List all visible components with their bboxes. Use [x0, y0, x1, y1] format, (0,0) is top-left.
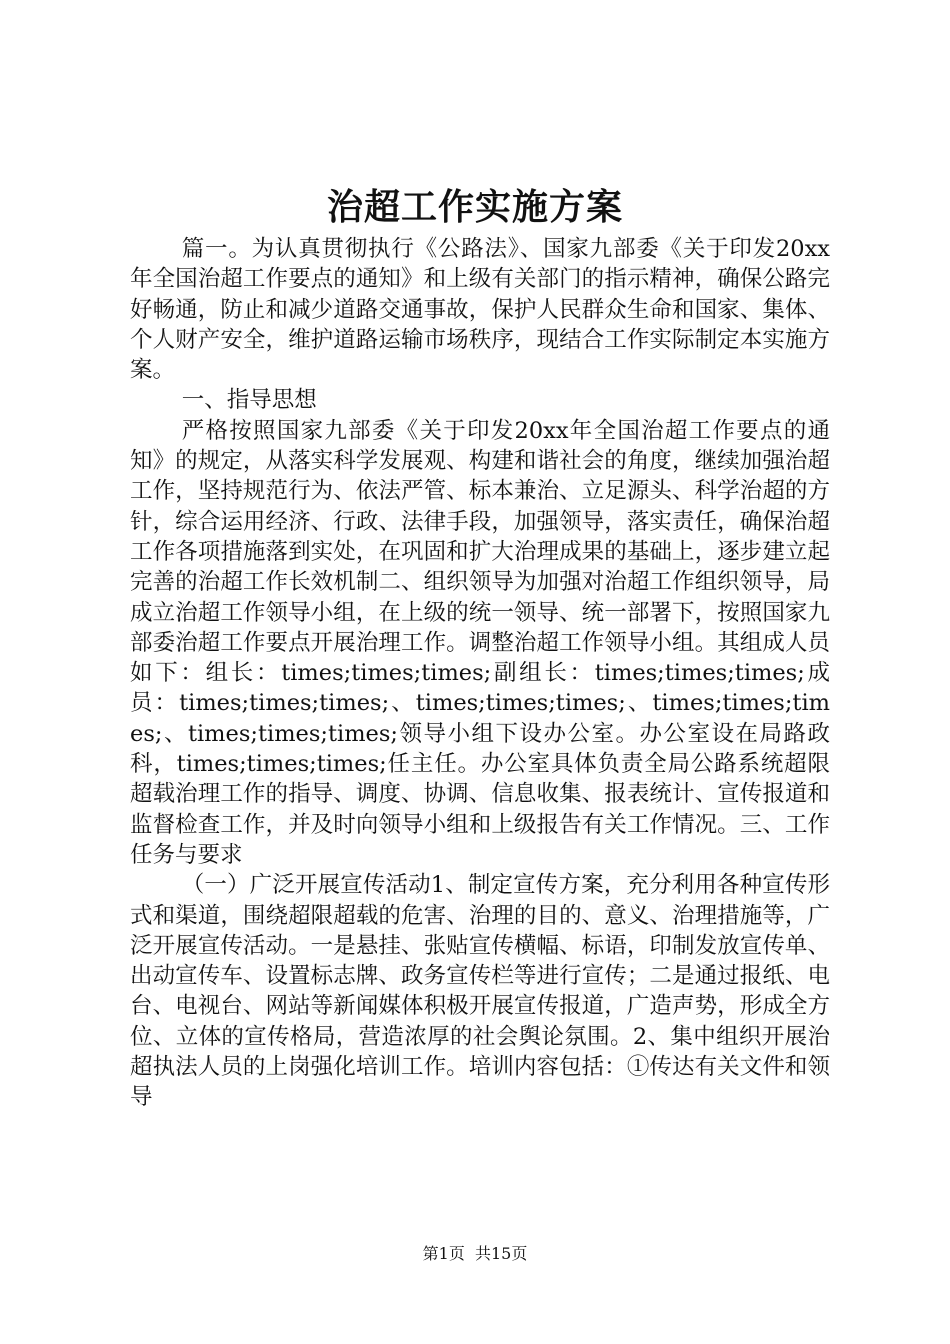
- paragraph-publicity: （一）广泛开展宣传活动1、制定宣传方案，充分利用各种宣传形式和渠道，围绕超限超载的危害、治理的目的、意义、治理措施等，广泛开展宣传活动。一是悬挂、张贴宣传横幅、标语，印制发放宣传单、出动宣传车、设置标志牌、政务宣传栏等进行宣传；二是通过报纸、电台、电视台、网站等新闻媒体积极开展宣传报道，广造声势，形成全方位、立体的宣传格局，营造浓厚的社会舆论氛围。2、集中组织开展治超执法人员的上岗强化培训工作。培训内容包括：①传达有关文件和领导: [130, 872, 830, 1111]
- page-number: 第1页 共15页: [422, 1244, 528, 1263]
- document-body: [130, 234, 830, 1113]
- paragraph-guiding-thought: 严格按照国家九部委《关于印发20xx年全国治超工作要点的通知》的规定，从落实科学发展观、构建和谐社会的角度，继续加强治超工作，坚持规范行为、依法严管、标本兼治、立足源头、科学治超的方针，综合运用经济、行政、法律手段，加强领导，落实责任，确保治超工作各项措施落到实处，在巩固和扩大治理成果的基础上，逐步建立起完善的治超工作长效机制二、组织领导为加强对治超工作组织领导，局成立治超工作领导小组，在上级的统一领导、统一部署下，按照国家九部委治超工作要点开展治理工作。调整治超工作领导小组。其组成人员如下：组长：times;times;times;副组长：times;times;times;成员：times;times;times;、times;times;times;、times;times;times;、times;times;times;领导小组下设办公室。办公室设在局路政科，times;times;times;任主任。办公室具体负责全局公路系统超限超载治理工作的指导、调度、协调、信息收集、报表统计、宣传报道和监督检查工作，并及时向领导小组和上级报告有关工作情况。三、工作任务与要求: [130, 417, 830, 868]
- section-heading-guiding-thought: 一、指导思想: [181, 387, 317, 414]
- paragraph-intro: 篇一。为认真贯彻执行《公路法》、国家九部委《关于印发20xx年全国治超工作要点的通知》和上级有关部门的指示精神，确保公路完好畅通，防止和减少道路交通事故，保护人民群众生命和国家、集体、个人财产安全，维护道路运输市场秩序，现结合工作实际制定本实施方案。: [130, 236, 830, 384]
- document-title: 治超工作实施方案: [326, 186, 623, 228]
- page-footer: [0, 1243, 950, 1265]
